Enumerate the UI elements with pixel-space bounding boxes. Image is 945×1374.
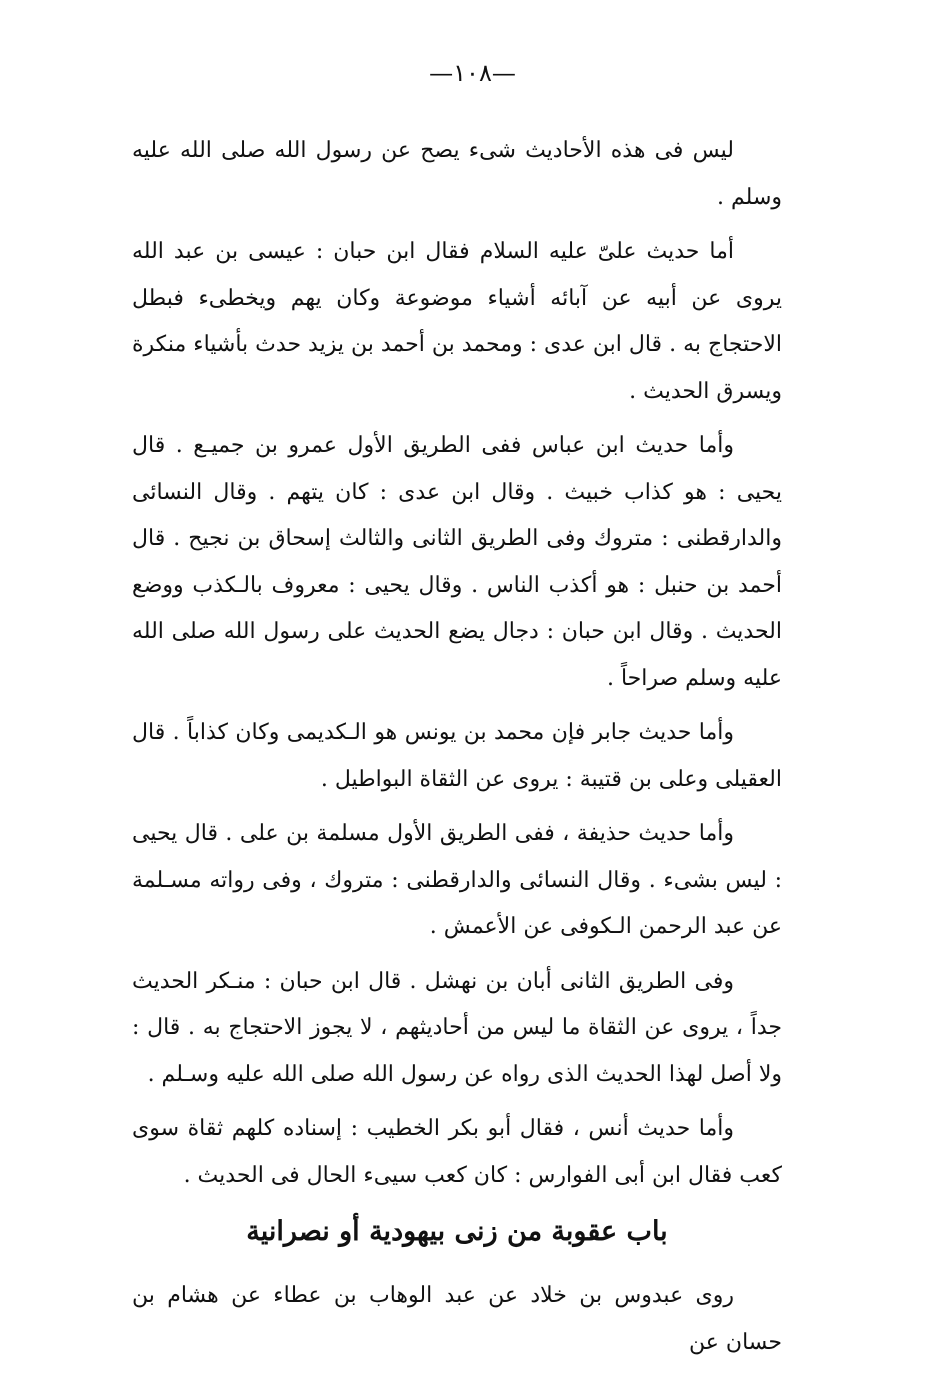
paragraph-jabir-hadith: وأما حديث جابر فإن محمد بن يونس هو الـكديمى وكان كذاباً . قال العقيلى وعلى بن قتيبة : يروى عن الثقاة البواطيل .	[132, 720, 782, 792]
paragraph-conclusion: ليس فى هذه الأحاديث شىء يصح عن رسول الله صلى الله عليه وسلم .	[132, 138, 782, 210]
paragraph-ibn-abbas-hadith: وأما حديث ابن عباس ففى الطريق الأول عمرو بن جميـع . قال يحيى : هو كذاب خبيث . وقال ابن عدى : كان يتهم . وقال النسائى والدارقطنى : متروك وفى الطريق الثانى والثالث إسحاق بن نجيح . قال أحمد بن حنبل : هو أكذب الناس . وقال يحيى : معروف بالـكذب ووضع الحديث . وقال ابن حبان : دجال يضع الحديث على رسول الله صلى الله عليه وسلم صراحاً .	[132, 433, 782, 691]
page-number: —١٠٨—	[429, 59, 516, 87]
chapter-heading: باب عقوبة من زنى بيهودية أو نصرانية	[246, 1216, 668, 1247]
paragraph-second-path: وفى الطريق الثانى أبان بن نهشل . قال ابن حبان : منـكر الحديث جداً ، يروى عن الثقاة ما ليس من أحاديثهم ، لا يجوز الاحتجاج به . قال : ولا أصل لهذا الحديث الذى رواه عن رسول الله صلى الله عليه وسـلم .	[132, 968, 782, 1087]
page-body	[132, 128, 782, 1374]
paragraph-chapter-start: روى عبدوس بن خلاد عن عبد الوهاب بن عطاء عن هشام بن حسان عن	[132, 1283, 782, 1355]
paragraph-anas-hadith: وأما حديث أنس ، فقال أبو بكر الخطيب : إسناده كلهم ثقاة سوى كعب فقال ابن أبى الفوارس : كان كعب سيىء الحال فى الحديث .	[132, 1116, 782, 1188]
paragraph-ali-hadith: أما حديث علىّ عليه السلام فقال ابن حبان : عيسى بن عبد الله يروى عن أبيه عن آبائه أشياء موضوعة وكان يهم ويخطىء فبطل الاحتجاج به . قال ابن عدى : ومحمد بن أحمد بن يزيد حدث بأشياء منكرة ويسرق الحديث .	[132, 239, 782, 404]
paragraph-hudhayfa-hadith: وأما حديث حذيفة ، ففى الطريق الأول مسلمة بن على . قال يحيى : ليس بشىء . وقال النسائى والدارقطنى : متروك ، وفى رواته مسـلمة عن عبد الرحمن الـكوفى عن الأعمش .	[132, 821, 782, 939]
